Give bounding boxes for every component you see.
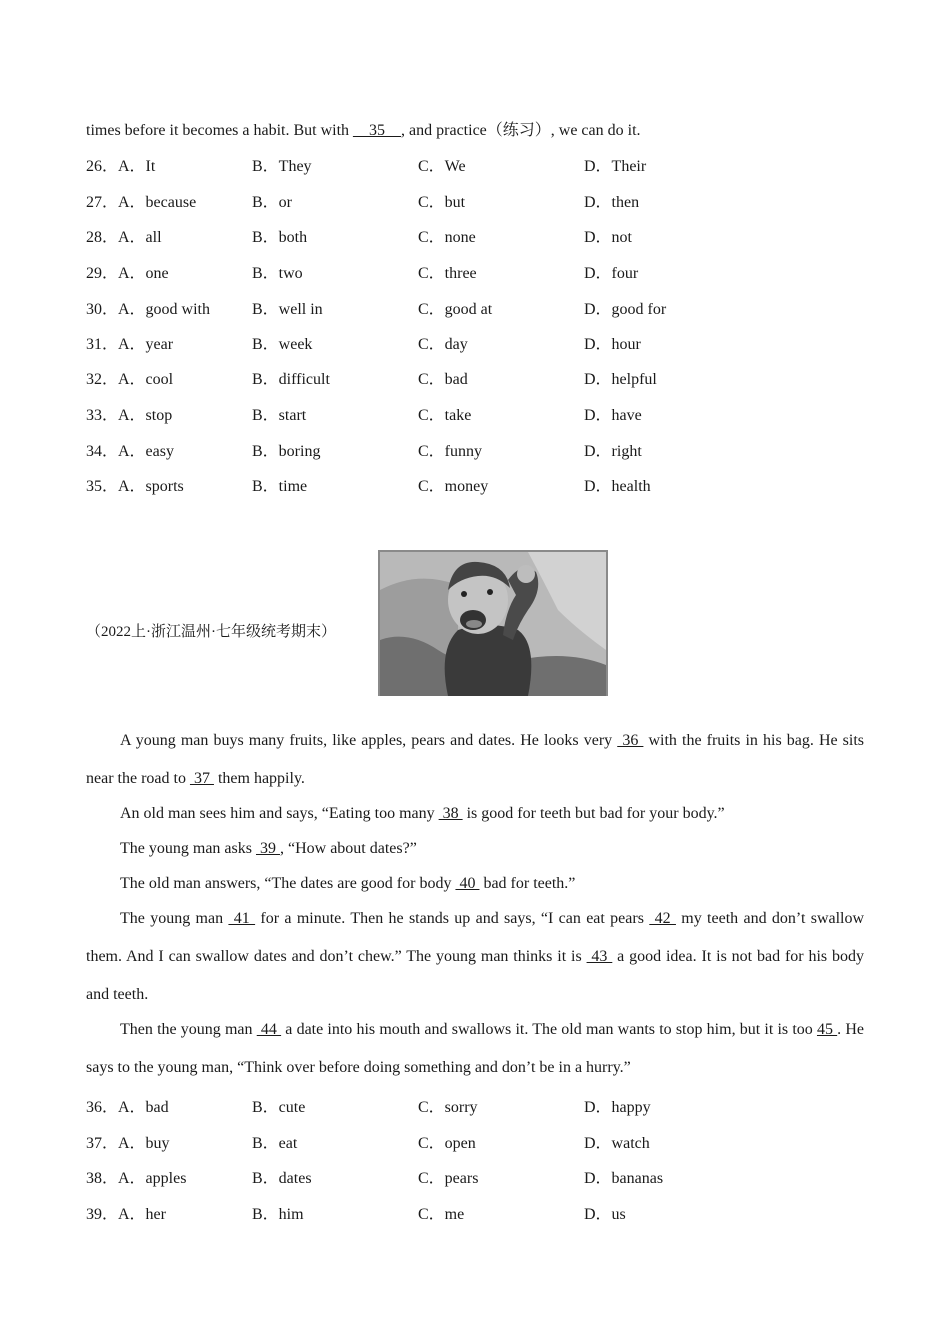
option-d: D．happy (584, 1099, 651, 1116)
intro-text: times before it becomes a habit. But with (86, 122, 354, 139)
option-d: D．good for (584, 301, 667, 318)
paragraph-text: . He says to the young man, “Think over before doing something and don’t be in a hurry.” (86, 1021, 864, 1076)
option-d: D．helpful (584, 371, 657, 388)
paragraph-text: bad for teeth.” (479, 875, 576, 892)
option-b: B．week (252, 336, 313, 353)
paragraph-text: The young man asks (120, 840, 256, 857)
option-b: B．They (252, 158, 312, 175)
paragraph-text: An old man sees him and says, “Eating too many (120, 805, 439, 822)
option-c: C．none (418, 229, 476, 246)
option-c: C．take (418, 407, 472, 424)
paragraph-text: with the fruits in his bag. He sits near the road to (86, 732, 865, 787)
option-a: 27．A．because (86, 194, 197, 211)
option-d: D．hour (584, 336, 641, 353)
question-row-34 (86, 438, 786, 460)
blank-36: 36 (617, 732, 644, 749)
question-row-35 (86, 473, 786, 495)
option-b: B．both (252, 229, 308, 246)
question-row-26 (86, 153, 786, 175)
passage-paragraph-2 (86, 795, 864, 833)
option-c: C．bad (418, 371, 468, 388)
passage-paragraph-1 (86, 722, 864, 798)
paragraph-text: Then the young man (120, 1021, 257, 1038)
blank-37: 37 (189, 770, 214, 787)
option-b: B．him (252, 1206, 304, 1223)
question-row-27 (86, 189, 786, 211)
paragraph-text: is good for teeth but bad for your body.” (462, 805, 725, 822)
paragraph-text: for a minute. Then he stands up and says, “I can eat pears (255, 910, 650, 927)
option-c: C．but (418, 194, 466, 211)
question-row-31 (86, 331, 786, 353)
exam-source-label: （2022上·浙江温州·七年级统考期末） (86, 624, 336, 640)
option-d: D．watch (584, 1135, 650, 1152)
option-b: B．well in (252, 301, 323, 318)
option-a: 35．A．sports (86, 478, 184, 495)
option-d: D．us (584, 1206, 626, 1223)
option-d: D．Their (584, 158, 647, 175)
option-b: B．dates (252, 1170, 312, 1187)
paragraph-text: my teeth and don’t swallow them. And I can swallow dates and don’t chew.” The young man thinks it is (86, 910, 865, 965)
option-c: C．open (418, 1135, 476, 1152)
question-row-32 (86, 366, 786, 388)
option-b: B．boring (252, 443, 321, 460)
option-a: 34．A．easy (86, 443, 174, 460)
option-a: 36．A．bad (86, 1099, 169, 1116)
blank-42: 42 (649, 910, 676, 927)
passage-paragraph-6 (86, 1011, 864, 1087)
option-b: B．or (252, 194, 293, 211)
option-b: B．difficult (252, 371, 330, 388)
option-c: C．sorry (418, 1099, 478, 1116)
option-d: D．have (584, 407, 642, 424)
intro-text-end: , and practice（练习）, we can do it. (401, 122, 641, 139)
option-b: B．time (252, 478, 308, 495)
question-row-37 (86, 1130, 786, 1152)
question-row-29 (86, 260, 786, 282)
paragraph-text: The young man (120, 910, 229, 927)
option-c: C．money (418, 478, 489, 495)
option-d: D．four (584, 265, 639, 282)
option-a: 38．A．apples (86, 1170, 187, 1187)
blank-39: 39 (255, 840, 280, 857)
question-row-39 (86, 1201, 786, 1223)
blank-41: 41 (228, 910, 256, 927)
option-a: 26．A．It (86, 158, 156, 175)
question-row-28 (86, 224, 786, 246)
option-a: 30．A．good with (86, 301, 211, 318)
blank-40: 40 (455, 875, 480, 892)
option-a: 37．A．buy (86, 1135, 170, 1152)
option-a: 32．A．cool (86, 371, 174, 388)
option-d: D．health (584, 478, 651, 495)
paragraph-text: A young man buys many fruits, like apples, pears and dates. He looks very (120, 732, 618, 749)
question-row-33 (86, 402, 786, 424)
story-illustration (378, 550, 608, 696)
blank-38: 38 (438, 805, 463, 822)
option-c: C．pears (418, 1170, 479, 1187)
paragraph-text: , “How about dates?” (279, 840, 417, 857)
paragraph-text: them happily. (213, 770, 305, 787)
option-b: B．cute (252, 1099, 306, 1116)
option-b: B．two (252, 265, 303, 282)
passage-paragraph-3 (86, 830, 864, 868)
option-d: D．bananas (584, 1170, 664, 1187)
option-d: D．then (584, 194, 640, 211)
blank-45: 45 (816, 1021, 838, 1038)
option-c: C．We (418, 158, 466, 175)
option-c: C．day (418, 336, 468, 353)
passage-intro-line (86, 117, 641, 140)
option-a: 31．A．year (86, 336, 174, 353)
passage-paragraph-5 (86, 900, 864, 1014)
blank-35: __35__ (353, 122, 402, 139)
option-d: D．right (584, 443, 642, 460)
option-c: C．funny (418, 443, 483, 460)
option-a: 29．A．one (86, 265, 169, 282)
paragraph-text: a good idea. It is not bad for his body and teeth. (86, 948, 864, 1003)
question-row-36 (86, 1094, 786, 1116)
option-d: D．not (584, 229, 633, 246)
question-row-30 (86, 296, 786, 318)
option-a: 28．A．all (86, 229, 162, 246)
option-c: C．good at (418, 301, 493, 318)
paragraph-text: a date into his mouth and swallows it. The old man wants to stop him, but it is too (281, 1021, 817, 1038)
option-c: C．three (418, 265, 477, 282)
option-a: 33．A．stop (86, 407, 173, 424)
blank-44: 44 (256, 1021, 282, 1038)
option-b: B．start (252, 407, 307, 424)
option-b: B．eat (252, 1135, 298, 1152)
passage-paragraph-4 (86, 865, 864, 903)
question-row-38 (86, 1165, 786, 1187)
option-a: 39．A．her (86, 1206, 166, 1223)
blank-43: 43 (586, 948, 613, 965)
paragraph-text: The old man answers, “The dates are good for body (120, 875, 456, 892)
option-c: C．me (418, 1206, 465, 1223)
